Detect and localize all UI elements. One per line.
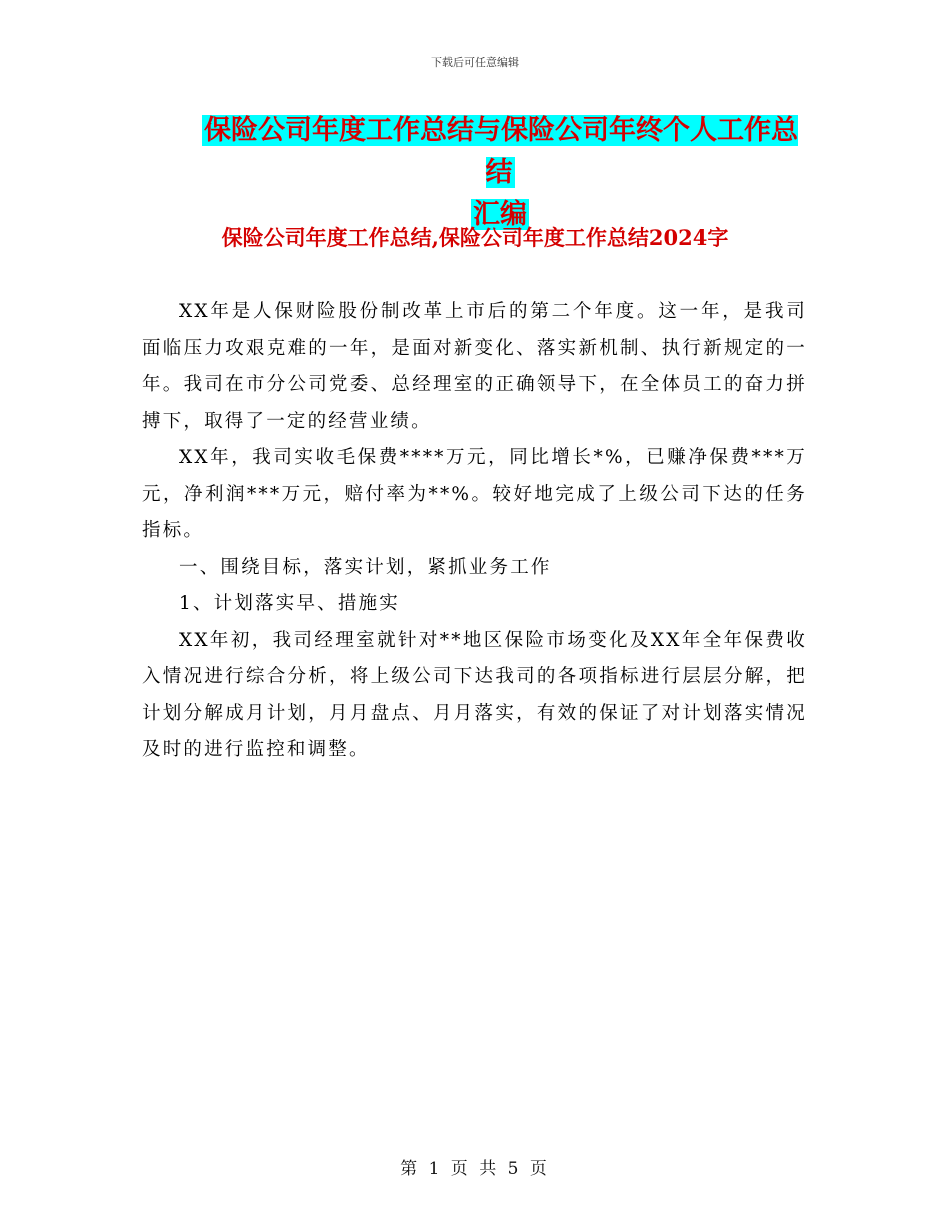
document-title [190,110,810,236]
header-note: 下载后可任意编辑 [431,56,519,69]
section-heading: 一、围绕目标，落实计划，紧抓业务工作 [179,556,552,578]
page-number: 第 1 页 共 5 页 [400,1159,550,1179]
paragraph: XX年，我司实收毛保费****万元，同比增长*%，已赚净保费***万元，净利润***万元，赔付率为**%。较好地完成了上级公司下达的任务指标。 [142,447,807,541]
paragraph: XX年是人保财险股份制改革上市后的第二个年度。这一年，是我司面临压力攻艰克难的一年，是面对新变化、落实新机制、执行新规定的一年。我司在市分公司党委、总经理室的正确领导下，在全体员工的奋力拼搏下，取得了一定的经营业绩。 [142,301,807,432]
document-subtitle: 保险公司年度工作总结,保险公司年度工作总结2024字 [221,225,729,250]
paragraph: XX年初，我司经理室就针对**地区保险市场变化及XX年全年保费收入情况进行综合分析，将上级公司下达我司的各项指标进行层层分解，把计划分解成月计划，月月盘点、月月落实，有效的保证了对计划落实情况及时的进行监控和调整。 [142,629,807,760]
title-line-1: 保险公司年度工作总结与保险公司年终个人工作总结 [204,115,798,188]
title-line-2: 汇编 [473,199,527,230]
document-body [142,294,807,769]
subsection-heading: 1、计划落实早、措施实 [179,593,400,614]
